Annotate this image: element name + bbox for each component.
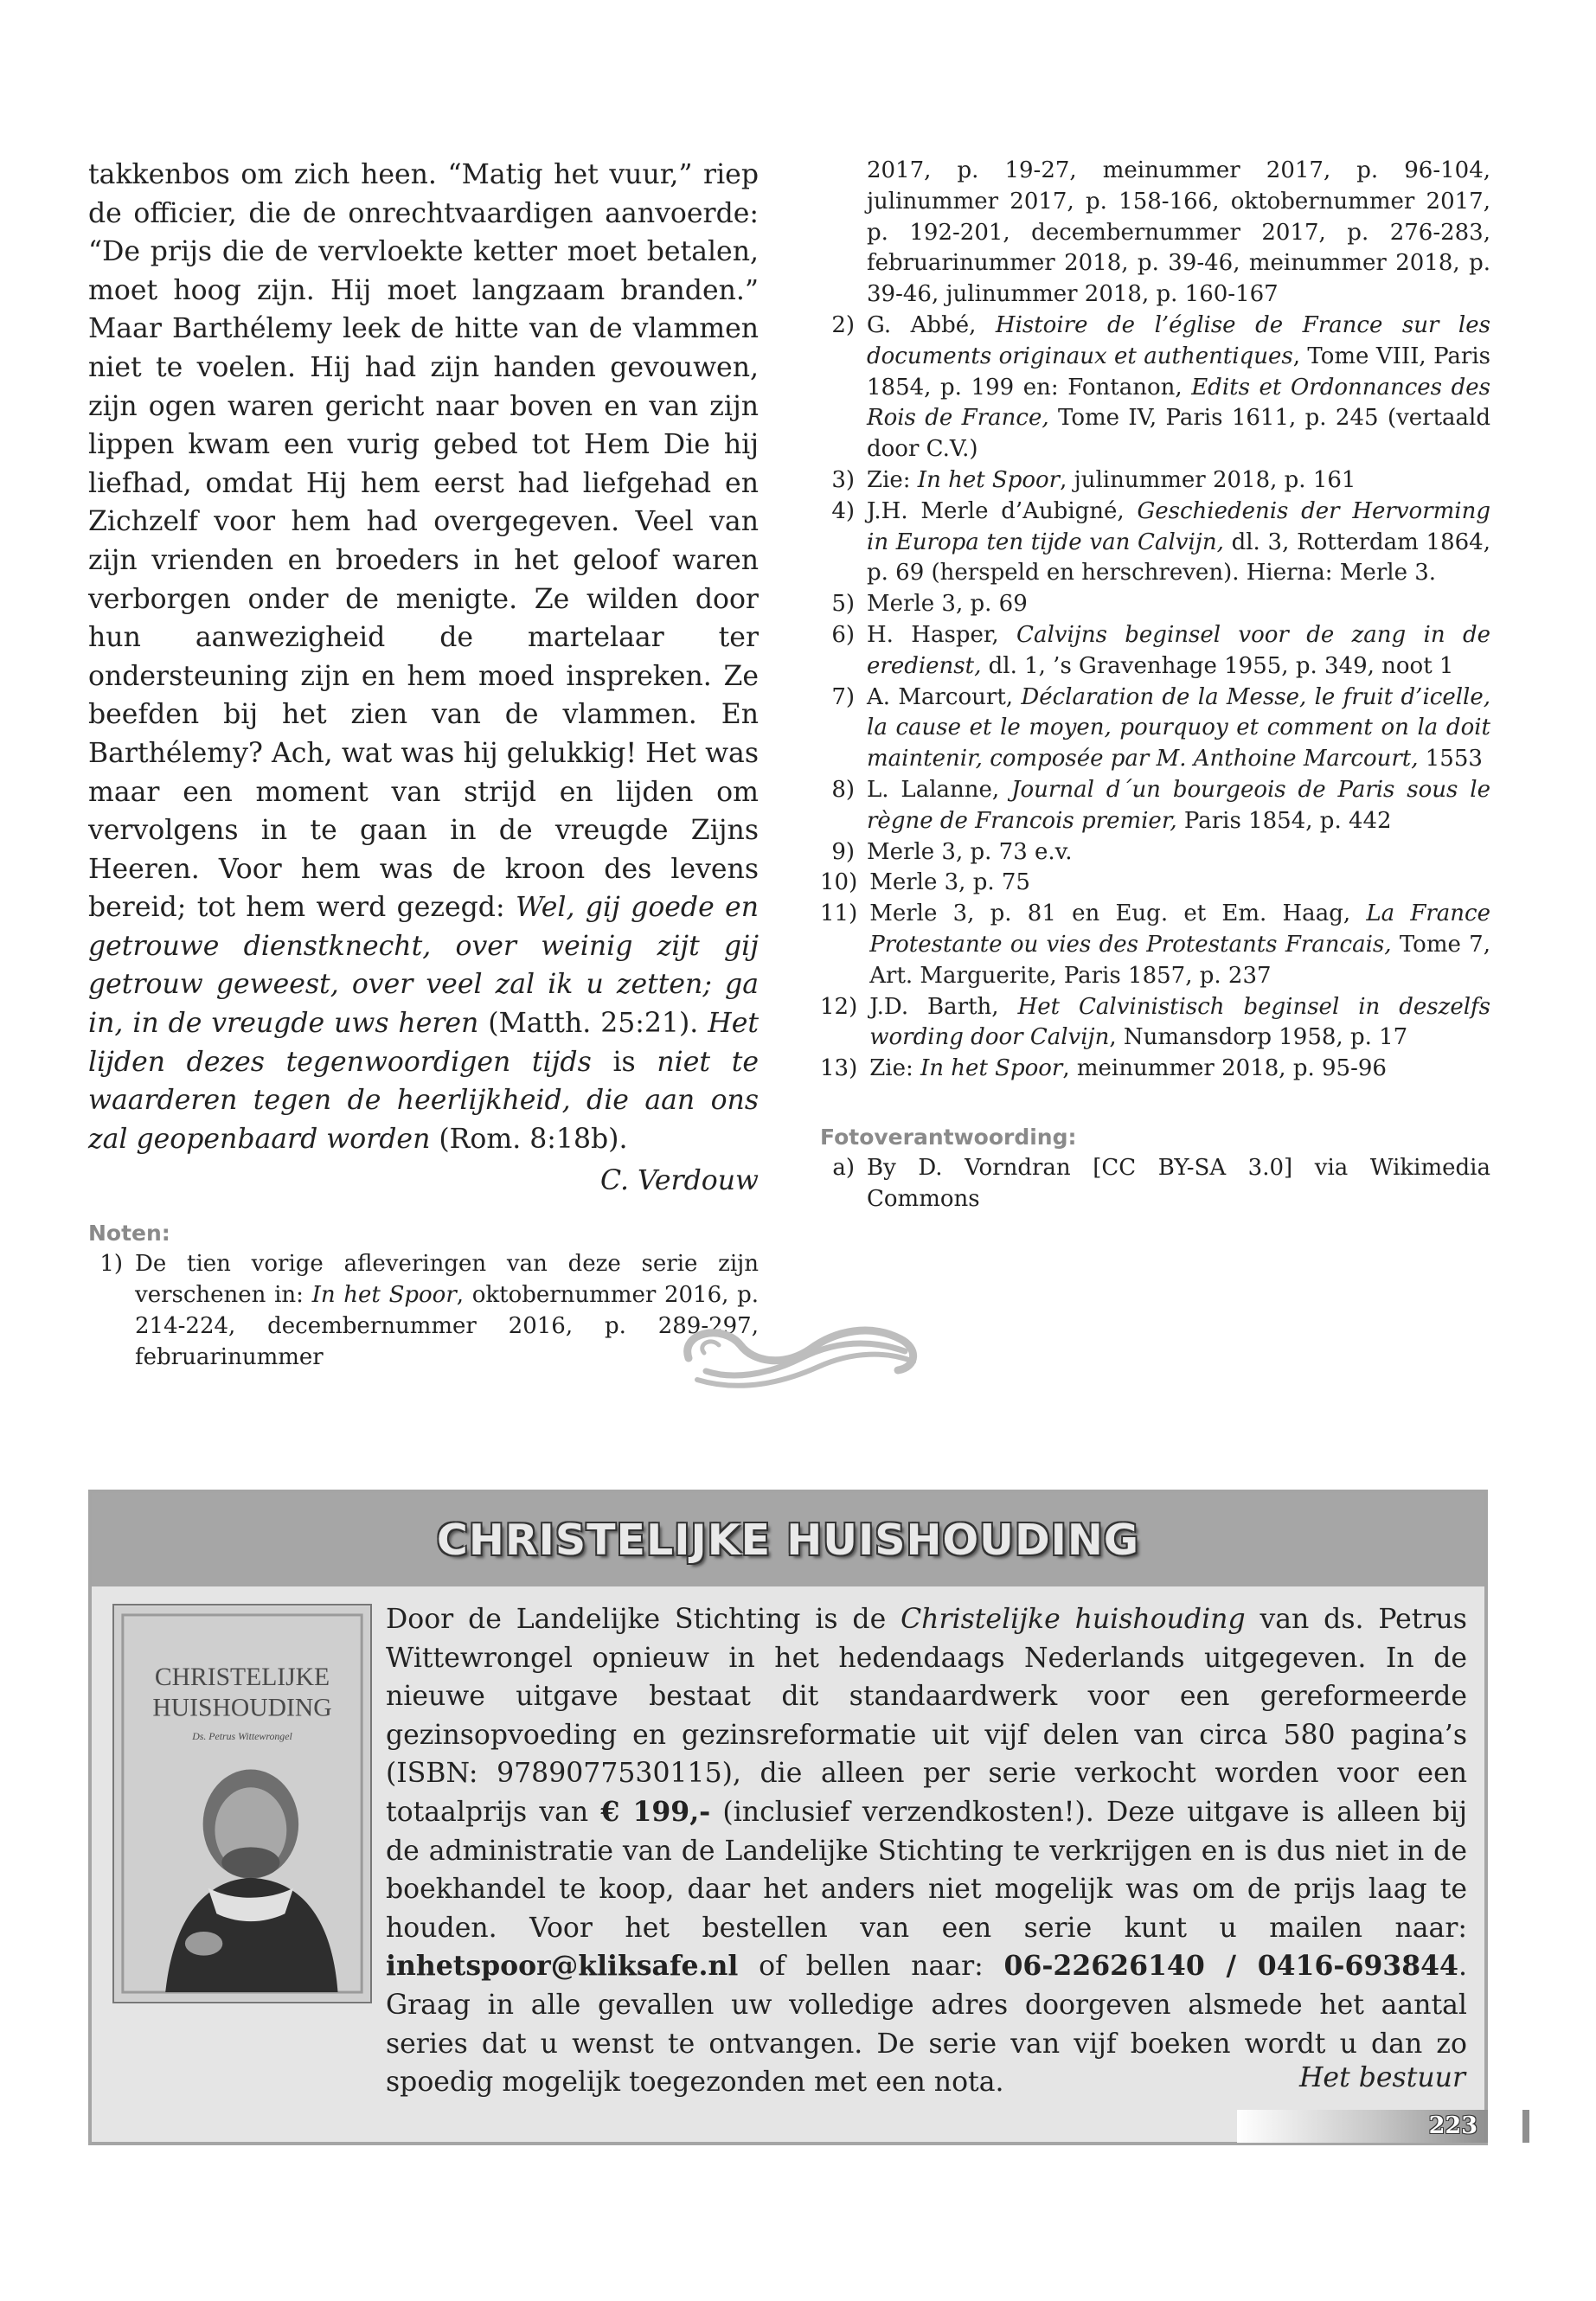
right-column [820,156,1490,1215]
note-text [867,620,1490,683]
text-run: Tome IV, Paris 1611, p. 245 (vertaald door C.V.) [867,405,1490,463]
photo-credit-heading: Fotoverantwoording: [820,1124,1077,1150]
note-item [820,837,1490,868]
text-run: Merle 3, p. 75 [869,869,1030,896]
note-text [867,837,1490,868]
note-item [820,465,1490,497]
book-cover-image [112,1604,372,2003]
text-run: (Matth. 25:21). [478,1008,708,1040]
text-run: inhetspoor@kliksafe.nl [386,1950,739,1983]
note-text [867,1153,1490,1215]
text-run: € 199,- [600,1795,711,1828]
note-item [820,1153,1490,1215]
left-column [88,156,759,1374]
note-number: 2) [831,311,855,338]
text-run: 2017, p. 19-27, meinummer 2017, p. 96-104, julinummer 2017, p. 158-166, oktobernummer 2017, p. 192-201, decembernummer 2017, p. 276-283, februarinummer 2018, p. 39-46, meinummer 2018, p. 39-46, julinummer 2018, p. 160-167 [867,157,1490,308]
note-number: 6) [831,621,855,648]
note-text [867,683,1490,775]
text-run: Zie: [869,1055,921,1082]
note-item [820,868,1490,899]
note-number: 3) [831,466,855,493]
note-text [869,899,1490,991]
note-number: 7) [831,683,855,710]
cover-author: Ds. Petrus Wittewrongel [192,1730,292,1742]
text-run: Merle 3, p. 81 en Eug. et Em. Haag, [869,901,1367,927]
text-run: H. Hasper, [867,621,1017,648]
note-number: 11) [820,901,858,927]
notes-list-right [820,156,1490,1085]
note-item [820,683,1490,775]
text-run: By D. Vorndran [CC BY-SA 3.0] via Wikimedia Commons [867,1154,1490,1212]
text-run: , oktobernummer 2016, p. 214-224, decembernummer 2016, p. 289-297, februarinummer [135,1282,759,1370]
notes-heading: Noten: [88,1221,170,1247]
notes-list-left [88,1249,759,1373]
text-run: In het Spoor [917,466,1061,493]
note-number: 13) [820,1055,858,1082]
text-run: A. Marcourt, [867,683,1022,710]
note-number: 5) [831,591,855,618]
text-run: In het Spoor [920,1055,1063,1082]
text-run: van ds. Petrus Wittewrongel opnieuw in het hedendaags Nederlands uitgegeven. In de nieuwe uitgave bestaat dit standaardwerk voor een gereformeerde gezinsopvoeding en gezinsreformatie uit vijf delen van circa 580 pagina’s (ISBN: 9789077530115), die alleen per serie verkocht worden voor een totaalprijs van [386,1604,1467,1828]
text-run: Het lijden dezes tegenwoordigen tijds [88,1008,759,1078]
cover-title-line2: HUISHOUDING [152,1694,332,1722]
page-number: 223 [1428,2112,1477,2139]
text-run: Déclaration de la Messe, le fruit d’icelle, la cause et le moyen, pourquoy et comment on la doit maintenir, composée par M. Anthoine Marcourt, [867,683,1490,772]
text-run: dl. 3, Rotterdam 1864, p. 69 (herspeld en herschreven). Hierna: Merle 3. [867,529,1490,586]
text-run: Journal d´un bourgeois de Paris sous le règne de Francois premier, [867,776,1490,834]
text-run: 06-22626140 / 0416-693844 [1003,1950,1458,1983]
note-item [820,497,1490,589]
text-run: J.H. Merle d’Aubigné, [867,497,1138,524]
note-item [820,589,1490,620]
text-run: of bellen naar: [738,1951,1004,1983]
article-paragraph [88,156,759,1158]
note-text [869,1054,1490,1085]
text-run: . Graag in alle gevallen uw volledige adres doorgeven alsmede het aantal series dat u wenst te ontvangen. De serie van vijf boeken wordt u dan zo spoedig mogelijk toegezonden met een nota. [386,1951,1467,2099]
text-run: (inclusief verzendkosten!). Deze uitgave is alleen bij de administratie van de Landelijke Stichting te verkrijgen en is dus niet in de boekhandel te koop, daar het anders niet mogelijk was om de prijs laag te houden. Voor het bestellen van een serie kunt u mailen naar: [386,1796,1467,1944]
text-run: Tome 7, Art. Marguerite, Paris 1857, p. 237 [869,931,1490,989]
text-run: Histoire de l’église de France sur les documents originaux et authentiques [867,311,1490,369]
text-run: Door de Landelijke Stichting is de [386,1604,901,1635]
text-run: , Tome VIII, Paris 1854, p. 199 en: Fontanon, [867,343,1490,401]
text-run: L. Lalanne, [867,776,1012,803]
text-run: Christelijke huishouding [901,1604,1246,1635]
info-box-title: CHRISTELIJKE HUISHOUDING [436,1515,1140,1565]
note-item [820,899,1490,991]
photo-credit-list [820,1153,1490,1215]
flourish-ornament-icon [671,1298,931,1410]
note-item [820,992,1490,1054]
book-cover-illustration [114,1606,370,2002]
note-number: 12) [820,993,858,1020]
note-number: 9) [831,838,855,865]
text-run: , Numansdorp 1958, p. 17 [1109,1024,1408,1051]
text-run: 1553 [1418,746,1483,772]
note-item [820,620,1490,683]
page-number-bar [1237,2110,1488,2143]
text-run: dl. 1, ’s Gravenhage 1955, p. 349, noot 1 [981,652,1454,679]
info-box [88,1490,1488,2145]
note-text [135,1249,759,1373]
cover-title-line1: CHRISTELIJKE [154,1663,330,1691]
info-box-signature: Het bestuur [1298,2062,1465,2093]
article-body [88,156,759,1158]
text-run: Het Calvinistisch beginsel in deszelfs wording door Calvijn [869,993,1490,1051]
text-run: G. Abbé, [867,311,996,338]
info-box-text [386,1600,1467,2102]
note-item [820,775,1490,837]
text-run: J.D. Barth, [869,993,1018,1020]
article-author: C. Verdouw [600,1165,759,1197]
note-number [820,156,867,311]
text-run: is [591,1046,657,1078]
text-run: La France Protestante ou vies des Protestants Francais, [869,901,1490,958]
note-item [88,1249,759,1373]
note-text [869,868,1490,899]
note-number: a) [832,1154,855,1181]
note-text [867,497,1490,589]
text-run: Zie: [867,466,918,493]
note-item [820,311,1490,465]
note-text [867,465,1490,497]
note-text [867,589,1490,620]
text-run: Merle 3, p. 69 [867,591,1028,618]
text-run: Edits et Ordonnances des Rois de France, [867,374,1490,432]
text-run: (Rom. 8:18b). [430,1123,628,1155]
text-run: De tien vorige afleveringen van deze serie zijn verschenen in: [135,1251,759,1309]
text-run: niet te waarderen tegen de heerlijkheid, die aan ons zal geopenbaard worden [88,1046,759,1155]
text-run: Geschiedenis der Hervorming in Europa ten tijde van Calvijn, [867,497,1490,555]
note-item [820,1054,1490,1085]
text-run: takkenbos om zich heen. “Matig het vuur,” riep de officier, die de onrechtvaardigen aanvoerde: “De prijs die de vervloekte ketter moet betalen, moet hoog zijn. Hij moet langzaam branden.” Maar Barthélemy leek de hitte van de vlammen niet te voelen. Hij had zijn handen gevouwen, zijn ogen waren gericht naar boven en van zijn lippen kwam een vurig gebed tot Hem Die hij liefhad, omdat Hij hem eerst had liefgehad en Zichzelf voor hem had overgegeven. Veel van zijn vrienden en broeders in het geloof waren verborgen onder de menigte. Ze wilden door hun aanwezigheid de martelaar ter ondersteuning zijn en hem moed inspreken. Ze beefden bij het zien van de vlammen. En Barthélemy? Ach, wat was hij gelukkig! Het was maar een moment van strijd en lijden om vervolgens in te gaan in de vreugde Zijns Heeren. Voor hem was de kroon des levens bereid; tot hem werd gezegd: [88,159,759,924]
text-run: Calvijns beginsel voor de zang in de eredienst, [867,621,1490,679]
text-run: , meinummer 2018, p. 95-96 [1062,1055,1387,1082]
page-number-tab [1522,2110,1529,2143]
note-item [820,156,1490,311]
note-text [867,311,1490,465]
text-run: Paris 1854, p. 442 [1176,807,1392,834]
note-number: 4) [831,497,855,524]
note-text [867,156,1490,311]
note-number: 10) [820,869,858,896]
note-number: 1) [99,1251,123,1278]
note-text [867,775,1490,837]
note-number: 8) [831,776,855,803]
text-run: Wel, gij goede en getrouwe dienstknecht, over weinig zijt gij getrouw geweest, over veel zal ik u zetten; ga in, in de vreugde uws heren [88,892,759,1040]
text-run: , julinummer 2018, p. 161 [1060,466,1356,493]
info-box-header [92,1493,1484,1586]
note-text [869,992,1490,1054]
text-run: In het Spoor [311,1282,457,1309]
text-run: Merle 3, p. 73 e.v. [867,838,1073,865]
